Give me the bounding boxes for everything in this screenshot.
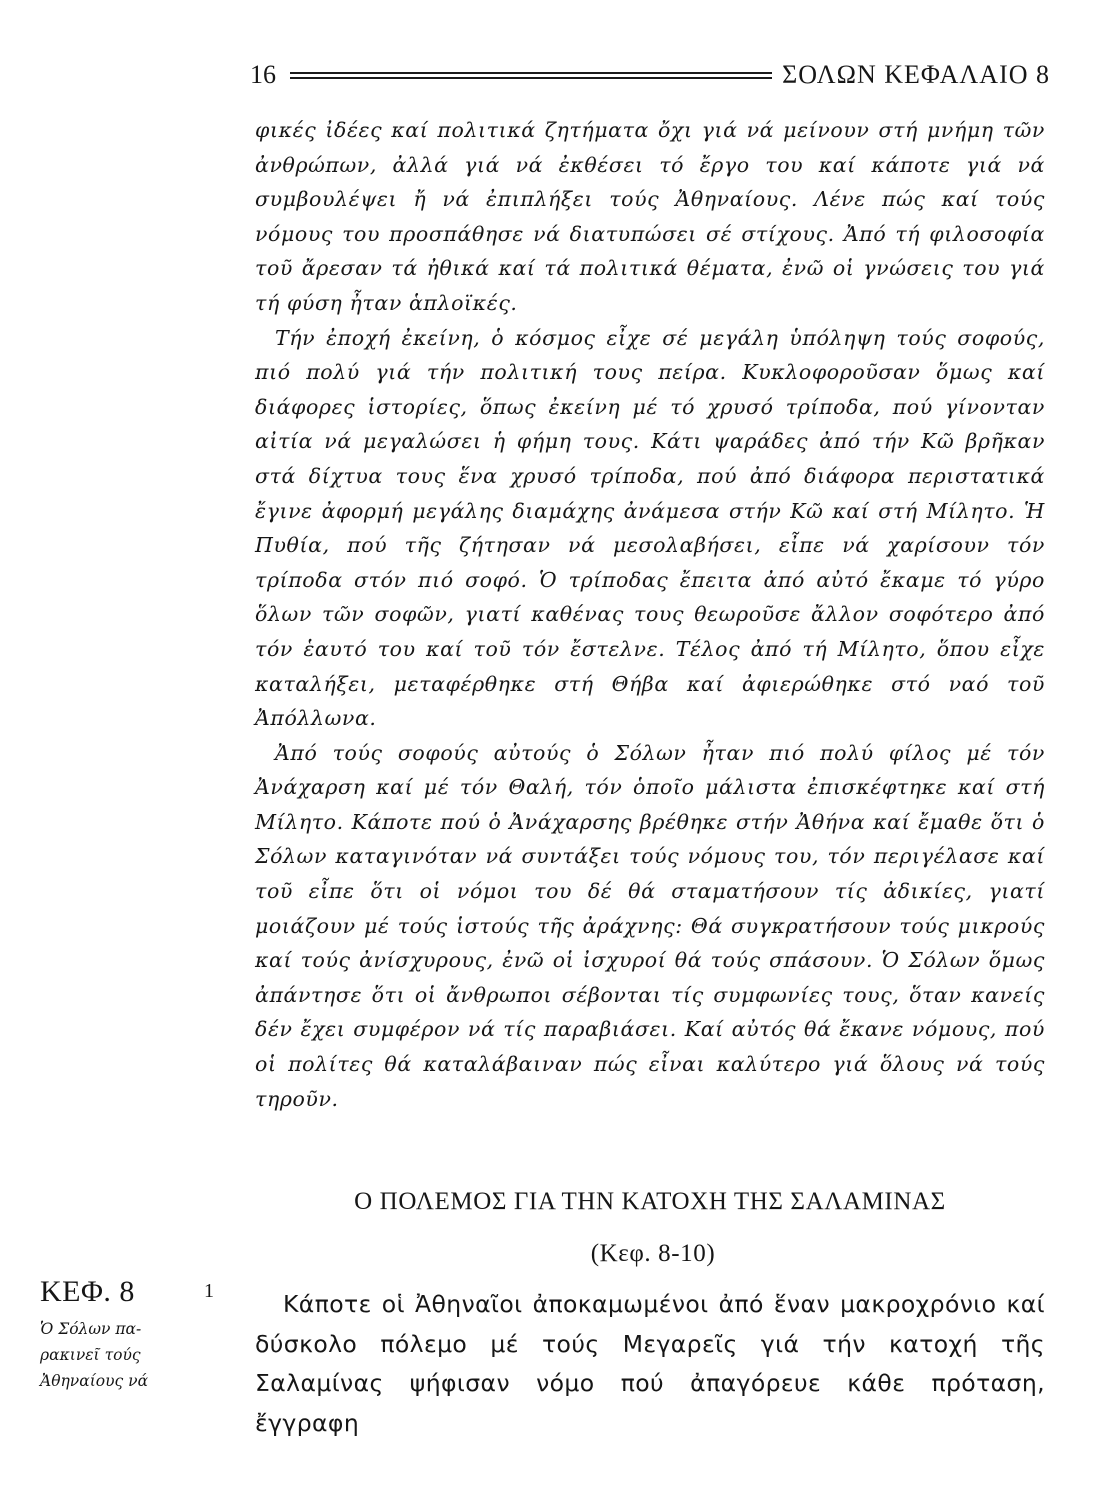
upright-text-block — [255, 1285, 1045, 1443]
running-header — [250, 58, 1050, 92]
header-rule — [290, 72, 772, 79]
upright-paragraph-1: Κάποτε οἱ Ἀθηναῖοι ἀποκαμωμένοι ἀπό ἕναν μακροχρόνιο καί δύσκολο πόλεμο μέ τούς Μεγαρεῖς γιά τήν κατοχή τῆς Σαλαμίνας ψήφισαν νόμο πού ἀπαγόρευε κάθε πρόταση, ἔγγραφη — [255, 1290, 1045, 1437]
margin-chapter-label: ΚΕΦ. 8 — [40, 1275, 135, 1308]
italic-paragraph-1: φικές ἰδέες καί πολιτικά ζητήματα ὄχι γιά νά μείνουν στή μνήμη τῶν ἀνθρώπων, ἀλλά γιά νά ἐκθέσει τό ἔργο του καί κάποτε γιά νά συμβουλέψει ἤ νά ἐπιπλήξει τούς Ἀθηναίους. Λένε πώς καί τούς νόμους του προσπάθησε νά διατυπώσει σέ στίχους. Ἀπό τή φιλοσοφία τοῦ ἄρεσαν τά ἠθικά καί τά πολιτικά θέματα, ἐνῶ οἱ γνώσεις του γιά τή φύση ἦταν ἁπλοϊκές. — [255, 118, 1045, 315]
italic-text-block — [255, 113, 1045, 1116]
italic-paragraph-3: Ἀπό τούς σοφούς αὐτούς ὁ Σόλων ἦταν πιό πολύ φίλος μέ τόν Ἀνάχαρση καί μέ τόν Θαλή, τόν ὁποῖο μάλιστα ἐπισκέφτηκε καί στή Μίλητο. Κάποτε πού ὁ Ἀνάχαρσης βρέθηκε στήν Ἀθήνα καί ἔμαθε ὅτι ὁ Σόλων καταγινόταν νά συντάξει τούς νόμους του, τόν περιγέλασε καί τοῦ εἶπε ὅτι οἱ νόμοι του δέ θά σταματήσουν τίς ἀδικίες, γιατί μοιάζουν μέ τούς ἱστούς τῆς ἀράχνης: Θά συγκρατήσουν τούς μικρούς καί τούς ἀνίσχυρους, ἐνῶ οἱ ἰσχυροί θά τούς σπάσουν. Ὁ Σόλων ὅμως ἀπάντησε ὅτι οἱ ἄνθρωποι σέβονται τίς συμφωνίες τους, ὅταν κανείς δέν ἔχει συμφέρον νά τίς παραβιάσει. Καί αὐτός θά ἔκανε νόμους, πού οἱ πολίτες θά καταλάβαιναν πώς εἶναι καλύτερο γιά ὅλους νά τούς τηροῦν. — [255, 740, 1045, 1111]
running-title: ΣΟΛΩΝ ΚΕΦΑΛΑΙΟ 8 — [782, 60, 1050, 89]
paragraph-number: 1 — [204, 1280, 214, 1302]
margin-note-line: ρακινεῖ τούς — [40, 1346, 141, 1364]
margin-note — [40, 1316, 190, 1394]
section-title: Ο ΠΟΛΕΜΟΣ ΓΙΑ ΤΗΝ ΚΑΤΟΧΗ ΤΗΣ ΣΑΛΑΜΙΝΑΣ — [354, 1188, 946, 1215]
italic-paragraph-2: Τήν ἐποχή ἐκείνη, ὁ κόσμος εἶχε σέ μεγάλη ὑπόληψη τούς σοφούς, πιό πολύ γιά τήν πολιτική τους πείρα. Κυκλοφοροῦσαν ὅμως καί διάφορες ἱστορίες, ὅπως ἐκείνη μέ τό χρυσό τρίποδα, πού γίνονταν αἰτία νά μεγαλώσει ἡ φήμη τους. Κάτι ψαράδες ἀπό τήν Κῶ βρῆκαν στά δίχτυα τους ἕνα χρυσό τρίποδα, πού ἀπό διάφορα περιστατικά ἔγινε ἀφορμή μεγάλης διαμάχης ἀνάμεσα στήν Κῶ καί στή Μίλητο. Ἡ Πυθία, πού τῆς ζήτησαν νά μεσολαβήσει, εἶπε νά χαρίσουν τόν τρίποδα στόν πιό σοφό. Ὁ τρίποδας ἔπειτα ἀπό αὐτό ἔκαμε τό γύρο ὅλων τῶν σοφῶν, γιατί καθένας τους θεωροῦσε ἄλλον σοφότερο ἀπό τόν ἑαυτό του καί τοῦ τόν ἔστελνε. Τέλος ἀπό τή Μίλητο, ὅπου εἶχε καταλήξει, μεταφέρθηκε στή Θήβα καί ἀφιερώθηκε στό ναό τοῦ Ἀπόλλωνα. — [255, 325, 1045, 731]
section-subtitle: (Κεφ. 8-10) — [590, 1240, 716, 1267]
page-number: 16 — [250, 60, 276, 89]
margin-note-line: Ἀθηναίους νά — [40, 1372, 149, 1390]
margin-note-line: Ὁ Σόλων πα- — [40, 1320, 142, 1338]
